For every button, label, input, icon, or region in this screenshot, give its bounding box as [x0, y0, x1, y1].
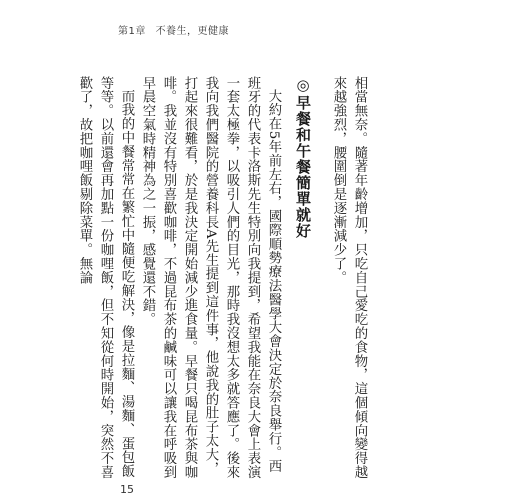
chapter-label: 第1章: [118, 26, 146, 37]
paragraph-continued: 相當無奈。隨著年齡增加，只吃自己愛吃的食物，這個傾向變得越來越強烈，腰圍倒是逐漸減少了。: [331, 76, 367, 480]
heading-bullet-mark: ◎: [294, 76, 312, 95]
section-heading: [292, 76, 314, 486]
running-header: [118, 22, 229, 37]
paragraph: 而我的中餐常常在繁忙中隨便吃解決，像是拉麵、湯麵、蛋包飯等等。以前還會再加點一份咖哩飯，但不知從何時開始，突然不喜歡了，故把咖哩飯剔除菜單。無論: [77, 76, 134, 480]
heading-text: 早餐和午餐簡單就好: [294, 95, 312, 239]
page-number: 15: [120, 483, 134, 496]
page-body: [74, 76, 370, 486]
paragraph: 大約在5年前左右，國際順勢療法醫學大會決定於奈良舉行。西班牙的代表卡洛斯先生特別向我提到，希望我能在奈良大會上表演一套太極拳，以吸引人們的目光，那時我沒想太多就答應了。後來我向我們醫院的營養科長A先生提到這件事，他說我的肚子太大，打起來很難看，於是我決定開始減少進食量。早餐只喝昆布茶與咖啡。我並沒有特別喜歡咖啡，不過昆布茶的鹹味可以讓我在呼吸到早晨空氣時精神為之一振，感覺還不錯。: [140, 76, 281, 480]
chapter-title: 不養生，更健康: [155, 26, 230, 37]
